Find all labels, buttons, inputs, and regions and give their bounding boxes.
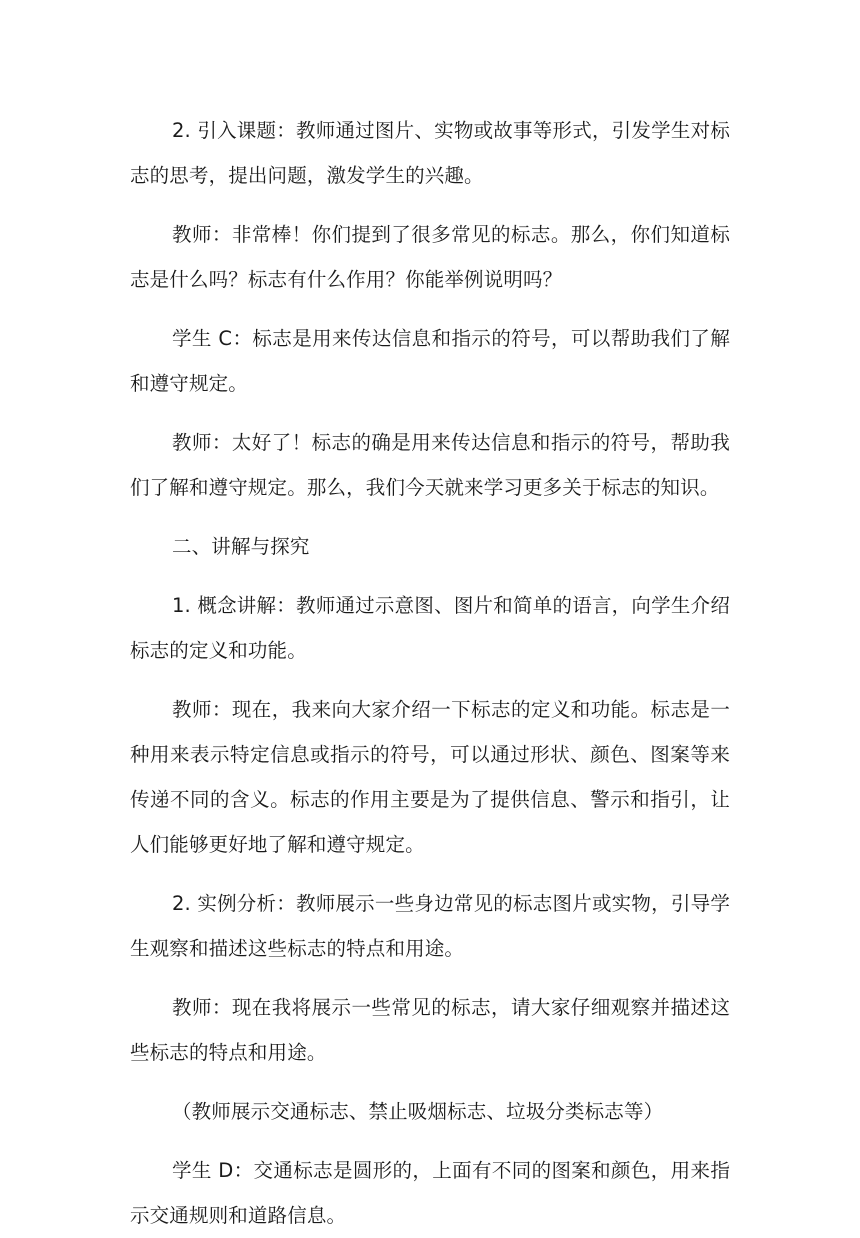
paragraph-student-c: 学生 C：标志是用来传达信息和指示的符号，可以帮助我们了解和遵守规定。 xyxy=(130,327,730,395)
paragraph-teacher-question: 教师：非常棒！你们提到了很多常见的标志。那么，你们知道标志是什么吗？标志有什么作用？你能举例说明吗？ xyxy=(130,223,730,291)
paragraph-example-analysis: 2. 实例分析：教师展示一些身边常见的标志图片或实物，引导学生观察和描述这些标志的特点和用途。 xyxy=(130,892,730,960)
paragraph-stage-direction: （教师展示交通标志、禁止吸烟标志、垃圾分类标志等） xyxy=(172,1100,664,1123)
paragraph-teacher-show: 教师：现在我将展示一些常见的标志，请大家仔细观察并描述这些标志的特点和用途。 xyxy=(130,996,730,1064)
section-heading: 二、讲解与探究 xyxy=(172,535,310,558)
paragraph-teacher-response: 教师：太好了！标志的确是用来传达信息和指示的符号，帮助我们了解和遵守规定。那么，我们今天就来学习更多关于标志的知识。 xyxy=(130,431,730,499)
paragraph-teacher-definition: 教师：现在，我来向大家介绍一下标志的定义和功能。标志是一种用来表示特定信息或指示的符号，可以通过形状、颜色、图案等来传递不同的含义。标志的作用主要是为了提供信息、警示和指引，让人们能够更好地了解和遵守规定。 xyxy=(130,698,730,856)
paragraph-concept: 1. 概念讲解：教师通过示意图、图片和简单的语言，向学生介绍标志的定义和功能。 xyxy=(130,594,730,662)
paragraph-student-d: 学生 D：交通标志是圆形的，上面有不同的图案和颜色，用来指示交通规则和道路信息。 xyxy=(130,1159,730,1227)
paragraph-intro-topic: 2. 引入课题：教师通过图片、实物或故事等形式，引发学生对标志的思考，提出问题，激发学生的兴趣。 xyxy=(130,119,730,187)
